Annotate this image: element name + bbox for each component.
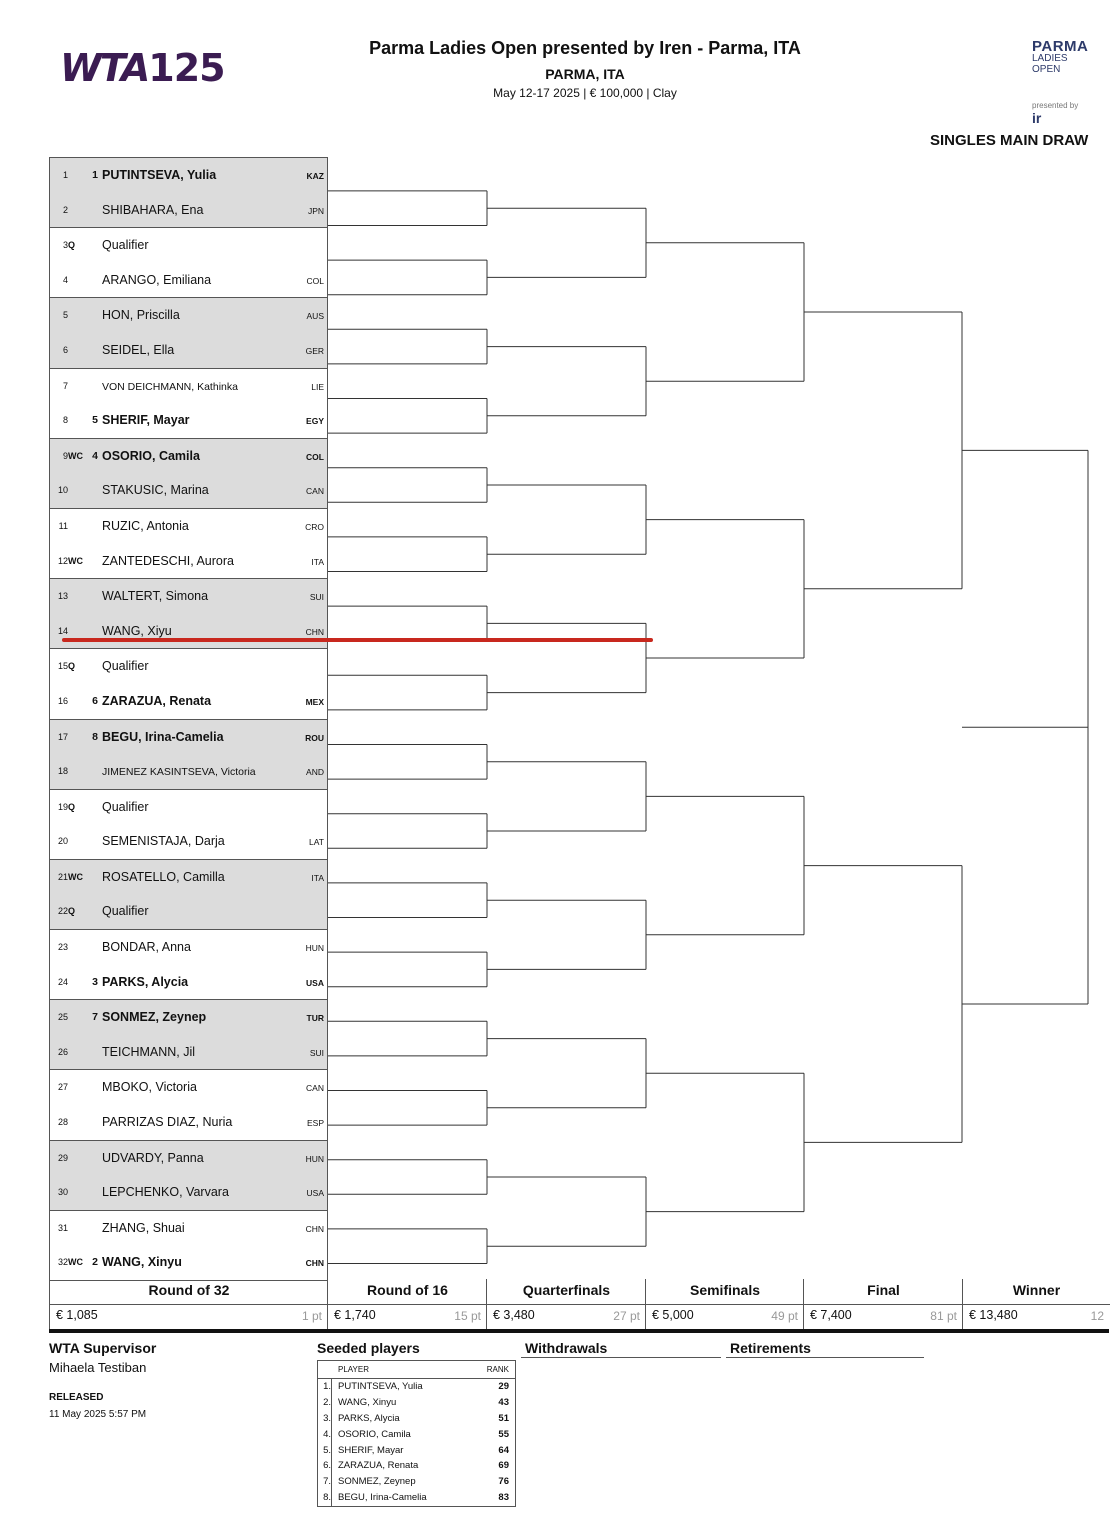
player-draw-number: 3	[62, 240, 68, 251]
player-draw-number: 16	[57, 695, 68, 706]
player-draw-number: 29	[57, 1152, 68, 1163]
player-draw-number: 14	[57, 625, 68, 636]
round-prize: € 7,400	[810, 1308, 852, 1322]
player-seed: 8	[92, 730, 98, 743]
player-draw-number: 2	[62, 204, 68, 215]
player-draw-number: 8	[62, 415, 68, 426]
round-separator	[963, 1304, 1110, 1305]
player-country: CHN	[305, 1223, 324, 1234]
tournament-details: May 12-17 2025 | € 100,000 | Clay	[493, 86, 677, 100]
supervisor-label: WTA Supervisor	[49, 1340, 157, 1356]
round-points: 81 pt	[930, 1309, 957, 1323]
round-prize: € 1,740	[334, 1308, 376, 1322]
player-name: JIMENEZ KASINTSEVA, Victoria	[102, 766, 256, 779]
player-seed: 3	[92, 975, 98, 988]
tournament-title: Parma Ladies Open presented by Iren - Parma, ITA	[369, 38, 801, 58]
player-draw-number: 20	[57, 836, 68, 847]
withdrawals-label: Withdrawals	[525, 1340, 608, 1356]
round-separator	[50, 1304, 328, 1305]
seeded-col-rank: RANK	[486, 1365, 509, 1374]
player-name: HON, Priscilla	[102, 308, 180, 323]
player-name: SHERIF, Mayar	[102, 413, 190, 428]
player-draw-number: 21	[57, 871, 68, 882]
player-seed: 1	[92, 169, 98, 181]
player-entry-status: Q	[68, 906, 76, 917]
player-country: GER	[305, 345, 324, 356]
sponsor-logo-line3: presented by ir	[1032, 101, 1079, 126]
player-name: VON DEICHMANN, Kathinka	[102, 380, 238, 393]
player-name: BEGU, Irina-Camelia	[102, 729, 224, 744]
player-entry-status: Q	[68, 240, 76, 251]
seeded-number: 2.	[318, 1395, 332, 1411]
retirements-label: Retirements	[730, 1340, 811, 1356]
player-draw-number: 9	[62, 450, 68, 461]
round-name: Final	[867, 1282, 900, 1298]
player-country: ESP	[306, 1118, 324, 1129]
player-name: STAKUSIC, Marina	[102, 483, 209, 498]
player-country: COL	[306, 275, 324, 286]
player-country: LAT	[309, 837, 324, 848]
sponsor-logo-line1: PARMA	[1032, 38, 1089, 55]
player-name: WALTERT, Simona	[102, 589, 209, 604]
tournament-city: PARMA, ITA	[545, 66, 625, 82]
player-entry-status: Q	[68, 801, 76, 812]
player-seed: 2	[92, 1256, 98, 1269]
player-name: PUTINTSEVA, Yulia	[102, 168, 217, 182]
player-country: AUS	[306, 311, 324, 322]
round-prize: € 3,480	[493, 1308, 535, 1322]
red-highlight-line	[62, 638, 653, 642]
player-draw-number: 25	[57, 1012, 68, 1023]
player-name: RUZIC, Antonia	[102, 518, 189, 533]
round-points: 15 pt	[454, 1309, 481, 1323]
seeded-number: 8.	[318, 1490, 332, 1506]
round-column	[327, 1279, 487, 1329]
round-column	[49, 1279, 328, 1329]
player-draw-number: 6	[62, 344, 68, 355]
player-name: UDVARDY, Panna	[102, 1150, 204, 1165]
player-name: ZARAZUA, Renata	[102, 693, 212, 708]
seeded-rank: 29	[498, 1381, 509, 1392]
round-prize: € 5,000	[652, 1308, 694, 1322]
seeded-player: SHERIF, Mayar	[338, 1444, 404, 1456]
logo-text: WTA	[60, 46, 149, 90]
seeded-row	[318, 1427, 515, 1443]
player-country: LIE	[311, 381, 324, 392]
player-draw-number: 30	[57, 1187, 68, 1198]
seeded-rank: 76	[498, 1476, 509, 1488]
withdrawals-underline	[521, 1357, 721, 1358]
released-label: RELEASED	[49, 1392, 104, 1403]
round-points: 1 pt	[301, 1309, 322, 1323]
player-draw-number: 31	[57, 1222, 68, 1233]
player-draw-number: 32	[57, 1257, 68, 1268]
seeded-row	[318, 1379, 515, 1395]
seeded-row	[318, 1443, 515, 1459]
seeded-player: ZARAZUA, Renata	[338, 1460, 419, 1472]
player-name: SHIBAHARA, Ena	[102, 202, 204, 217]
seeded-row	[318, 1411, 515, 1427]
player-draw-number: 24	[57, 976, 68, 987]
supervisor-name: Mihaela Testiban	[49, 1360, 147, 1375]
round-separator	[487, 1304, 646, 1305]
seeded-rank: 51	[498, 1412, 509, 1424]
player-draw-number: 18	[57, 766, 68, 777]
player-seed: 7	[92, 1011, 98, 1024]
seeded-player: BEGU, Irina-Camelia	[338, 1492, 427, 1504]
round-prize: € 1,085	[56, 1308, 98, 1322]
round-name: Semifinals	[689, 1282, 761, 1298]
seeded-number: 4.	[318, 1427, 332, 1443]
player-country: SUI	[309, 592, 324, 603]
player-name: TEICHMANN, Jil	[102, 1044, 196, 1059]
player-draw-number: 27	[57, 1082, 68, 1093]
player-name: BONDAR, Anna	[102, 940, 191, 955]
player-country: JPN	[307, 205, 324, 216]
player-name: PARRIZAS DIAZ, Nuria	[102, 1115, 233, 1130]
player-seed: 5	[92, 414, 98, 427]
player-name: WANG, Xinyu	[102, 1255, 182, 1270]
player-name: SEMENISTAJA, Darja	[102, 834, 225, 849]
player-draw-number: 10	[57, 485, 68, 496]
player-draw-number: 23	[57, 942, 68, 953]
seeded-row	[318, 1474, 515, 1490]
seeded-row	[318, 1395, 515, 1411]
round-name: Quarterfinals	[522, 1282, 611, 1298]
round-column	[645, 1279, 804, 1329]
round-points: 27 pt	[613, 1309, 640, 1323]
seeded-rank: 69	[498, 1460, 509, 1472]
round-separator	[804, 1304, 963, 1305]
player-country: CAN	[306, 1083, 324, 1094]
player-country: CHN	[305, 1258, 324, 1269]
player-country: HUN	[305, 943, 324, 954]
seeded-rank: 43	[498, 1396, 509, 1408]
player-seed: 4	[92, 449, 98, 462]
player-name: ZANTEDESCHI, Aurora	[102, 553, 234, 568]
player-draw-number: 19	[57, 801, 68, 812]
seeded-rank: 55	[498, 1428, 509, 1440]
player-country: SUI	[309, 1047, 324, 1058]
round-name: Round of 32	[148, 1282, 230, 1298]
player-seed: 6	[92, 694, 98, 707]
seeded-players-label: Seeded players	[317, 1340, 420, 1356]
player-draw-number: 1	[62, 170, 68, 180]
player-country: AND	[306, 767, 324, 778]
player-country: CAN	[306, 486, 324, 497]
seeded-rank: 83	[498, 1492, 509, 1504]
player-draw-number: 12	[57, 555, 68, 566]
seeded-number: 3.	[318, 1411, 332, 1427]
player-country: ROU	[305, 732, 324, 743]
player-name: SONMEZ, Zeynep	[102, 1010, 207, 1025]
singles-main-draw-label: SINGLES MAIN DRAW	[930, 132, 1089, 149]
player-country: USA	[306, 1188, 324, 1199]
round-column	[486, 1279, 646, 1329]
player-entry-status: WC	[68, 871, 83, 882]
player-draw-number: 7	[62, 380, 68, 391]
player-name: MBOKO, Victoria	[102, 1080, 197, 1095]
seeded-number: 1.	[318, 1379, 332, 1395]
seeded-table-header	[318, 1361, 515, 1379]
player-country: ITA	[311, 556, 324, 567]
player-name: ARANGO, Emiliana	[102, 272, 212, 287]
logo-number: 125	[148, 46, 225, 90]
player-draw-number: 26	[57, 1046, 68, 1057]
player-entry-status: Q	[68, 661, 76, 672]
player-country: ITA	[311, 872, 324, 883]
player-draw-number: 22	[57, 906, 68, 917]
seeded-rank: 64	[498, 1444, 509, 1456]
player-country: MEX	[305, 696, 324, 707]
round-name: Round of 16	[367, 1282, 448, 1298]
seeded-player: OSORIO, Camila	[338, 1428, 411, 1440]
player-name: Qualifier	[102, 659, 149, 674]
seeded-player: SONMEZ, Zeynep	[338, 1476, 416, 1488]
player-draw-number: 28	[57, 1117, 68, 1128]
player-entry-status: WC	[68, 1257, 83, 1268]
player-name: ROSATELLO, Camilla	[102, 869, 225, 884]
player-name: SEIDEL, Ella	[102, 342, 175, 357]
player-draw-number: 15	[57, 661, 68, 672]
player-country: CHN	[305, 626, 324, 637]
player-draw-number: 17	[57, 731, 68, 742]
round-prize-table	[49, 1279, 1109, 1333]
player-name: Qualifier	[102, 799, 149, 814]
player-draw-number: 11	[58, 520, 68, 531]
player-country: KAZ	[306, 171, 324, 181]
player-draw-number: 13	[57, 591, 68, 602]
seeded-players-table	[317, 1360, 516, 1507]
seeded-number: 5.	[318, 1443, 332, 1459]
round-points: 49 pt	[771, 1309, 798, 1323]
player-name: PARKS, Alycia	[102, 974, 189, 989]
player-name: WANG, Xiyu	[102, 623, 172, 638]
player-draw-number: 5	[62, 310, 68, 321]
player-entry-status: WC	[68, 450, 83, 461]
seeded-player: WANG, Xinyu	[338, 1396, 397, 1408]
round-prize: € 13,480	[969, 1308, 1018, 1322]
round-column	[962, 1279, 1110, 1329]
seeded-player: PUTINTSEVA, Yulia	[338, 1381, 423, 1392]
player-entry-status: WC	[68, 555, 83, 566]
seeded-col-player: PLAYER	[338, 1365, 369, 1374]
seeded-row	[318, 1458, 515, 1474]
player-name: OSORIO, Camila	[102, 448, 200, 463]
player-country: HUN	[305, 1153, 324, 1164]
round-column	[803, 1279, 963, 1329]
player-country: USA	[306, 977, 324, 988]
retirements-underline	[726, 1357, 924, 1358]
round-separator	[646, 1304, 804, 1305]
round-points: 12	[1090, 1309, 1104, 1323]
player-name: LEPCHENKO, Varvara	[102, 1185, 229, 1200]
seeded-player: PARKS, Alycia	[338, 1412, 400, 1424]
seeded-number: 7.	[318, 1474, 332, 1490]
player-country: TUR	[306, 1013, 324, 1024]
player-name: Qualifier	[102, 238, 149, 253]
seeded-number: 6.	[318, 1458, 332, 1474]
sponsor-logo-line2: LADIES OPEN	[1032, 53, 1068, 75]
seeded-row	[318, 1490, 515, 1506]
released-date: 11 May 2025 5:57 PM	[49, 1409, 147, 1420]
player-country: COL	[306, 451, 324, 462]
player-name: ZHANG, Shuai	[102, 1220, 185, 1235]
player-country: EGY	[306, 416, 324, 427]
round-name: Winner	[1012, 1282, 1061, 1298]
player-name: Qualifier	[102, 904, 149, 919]
round-separator	[328, 1304, 487, 1305]
player-country: CRO	[305, 521, 324, 532]
player-draw-number: 4	[62, 274, 68, 285]
